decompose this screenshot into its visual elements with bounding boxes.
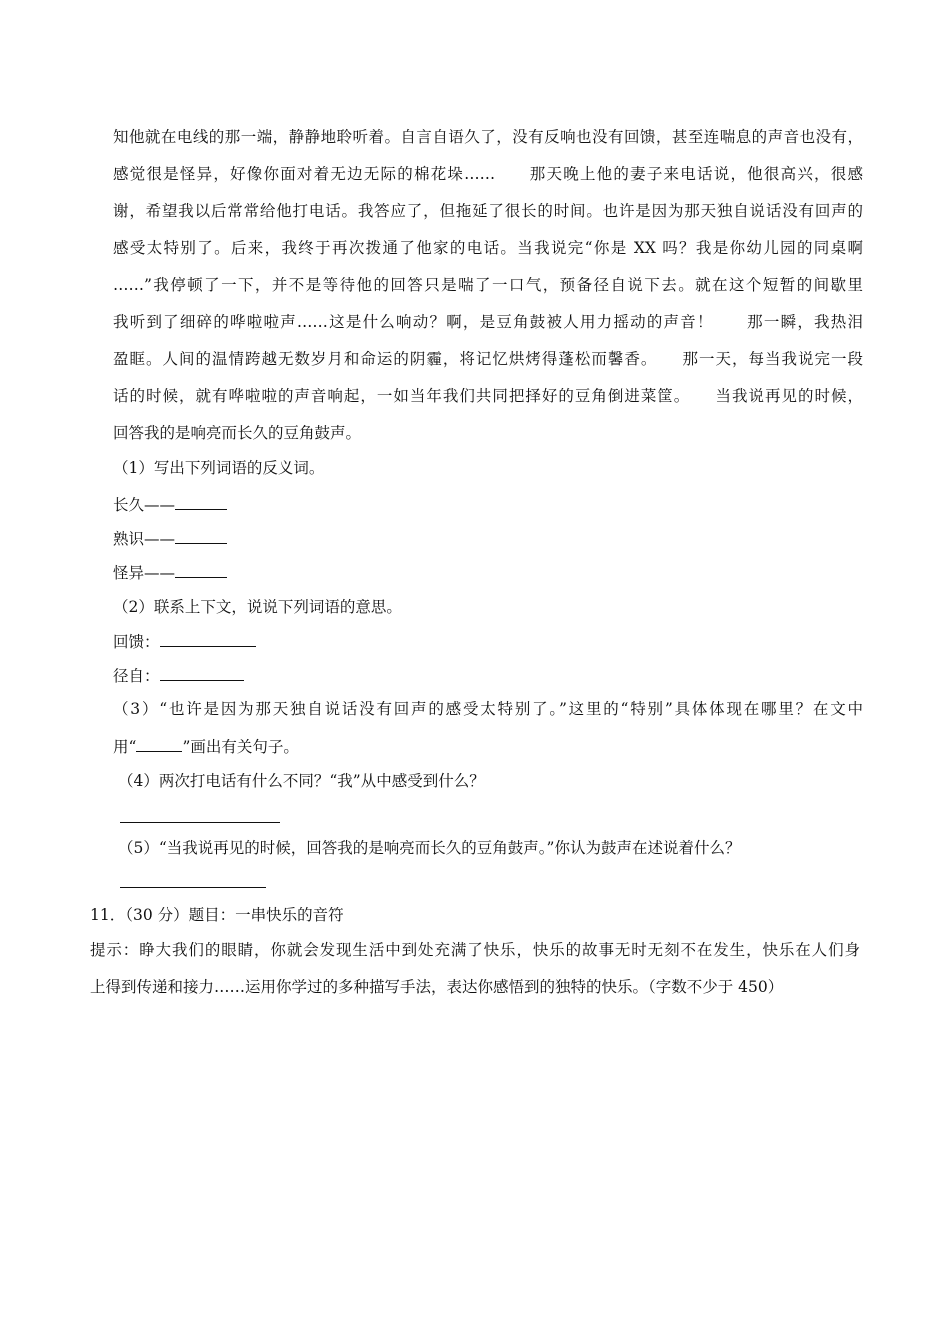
question-1-prompt: （1）写出下列词语的反义词。 — [113, 459, 325, 477]
question-2-prompt: （2）联系上下文，说说下列词语的意思。 — [113, 598, 402, 616]
antonym-item — [113, 562, 227, 583]
passage-line: 谢，希望我以后常常给他打电话。我答应了，但拖延了很长的时间。也许是因为那天独自说话没有回声的 — [113, 202, 863, 220]
antonym-word: 怪异—— — [113, 564, 176, 582]
question-5-prompt: （5）“当我说再见的时候，回答我的是响亮而长久的豆角鼓声。”你认为鼓声在述说着什么？ — [118, 839, 741, 857]
meaning-item — [113, 631, 256, 652]
antonym-item — [113, 494, 227, 515]
underline-mark — [136, 736, 182, 752]
meaning-word: 回馈： — [113, 633, 160, 651]
meaning-word: 径自： — [113, 667, 160, 685]
answer-blank[interactable] — [175, 562, 227, 578]
antonym-item — [113, 528, 227, 549]
question-3-line — [113, 736, 299, 757]
answer-blank[interactable] — [175, 494, 227, 510]
passage-line: 回答我的是响亮而长久的豆角鼓声。 — [113, 424, 362, 442]
question-11-hint: 上得到传递和接力……运用你学过的多种描写手法，表达你感悟到的独特的快乐。（字数不少于 450） — [90, 978, 784, 996]
answer-blank[interactable] — [160, 665, 244, 681]
question-11-hint: 提示：睁大我们的眼睛，你就会发现生活中到处充满了快乐，快乐的故事无时无刻不在发生，快乐在人们身 — [90, 941, 860, 959]
passage-line: 感受太特别了。后来，我终于再次拨通了他家的电话。当我说完“你是 XX 吗？我是你幼儿园的同桌啊 — [113, 239, 863, 257]
q3-text: ”画出有关句子。 — [182, 738, 299, 756]
question-4-prompt: （4）两次打电话有什么不同？“我”从中感受到什么？ — [118, 772, 485, 790]
antonym-word: 熟识—— — [113, 530, 176, 548]
q3-text: 用“ — [113, 738, 137, 756]
antonym-word: 长久—— — [113, 496, 176, 514]
question-3-line: （3）“也许是因为那天独自说话没有回声的感受太特别了。”这里的“特别”具体体现在哪里？在文中 — [113, 700, 863, 718]
passage-line: 知他就在电线的那一端，静静地聆听着。自言自语久了，没有反响也没有回馈，甚至连喘息的声音也没有， — [113, 128, 863, 146]
passage-line: 盈眶。人间的温情跨越无数岁月和命运的阴霾，将记忆烘烤得蓬松而馨香。 那一天，每当我说完一段 — [113, 350, 863, 368]
answer-blank[interactable] — [175, 528, 227, 544]
passage-line: ……”我停顿了一下，并不是等待他的回答只是喘了一口气，预备径自说下去。就在这个短暂的间歇里 — [113, 276, 863, 294]
meaning-item — [113, 665, 244, 686]
passage-line: 我听到了细碎的哗啦啦声……这是什么响动？啊，是豆角鼓被人用力摇动的声音！ 那一瞬，我热泪 — [113, 313, 863, 331]
passage-line: 话的时候，就有哗啦啦的声音响起，一如当年我们共同把择好的豆角倒进菜筐。 当我说再见的时候， — [113, 387, 863, 405]
answer-line[interactable] — [120, 822, 280, 823]
passage-line: 感觉很是怪异，好像你面对着无边无际的棉花垛…… 那天晚上他的妻子来电话说，他很高兴，很感 — [113, 165, 863, 183]
answer-blank[interactable] — [160, 631, 256, 647]
answer-line[interactable] — [120, 887, 266, 888]
question-11-title: 11．（30 分）题目：一串快乐的音符 — [90, 906, 344, 924]
